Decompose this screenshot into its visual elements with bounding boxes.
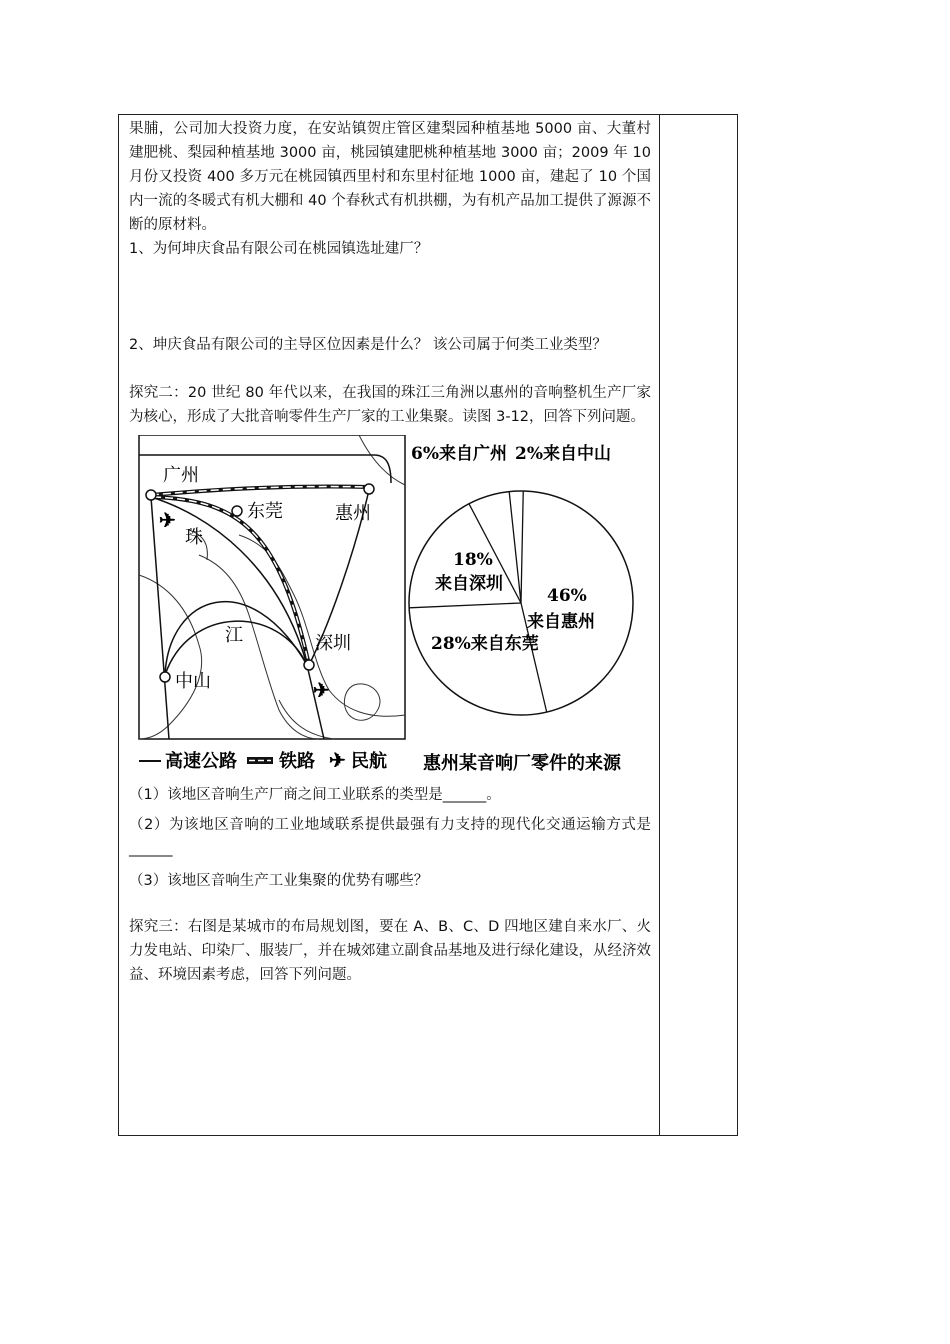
label-huizhou: 惠州	[335, 503, 371, 524]
shenzhen-airport-icon: ✈	[313, 678, 330, 702]
label-river-zhu: 珠	[185, 527, 203, 548]
pie-label-guangzhou: 6%来自广州	[411, 444, 507, 464]
label-dongguan: 东莞	[247, 501, 283, 522]
map	[139, 435, 405, 739]
zhongshan-marker	[160, 672, 170, 682]
guangzhou-marker	[146, 490, 156, 500]
pie-chart	[409, 443, 633, 774]
figure-svg	[129, 435, 651, 781]
intro-paragraph: 果脯，公司加大投资力度，在安站镇贺庄管区建梨园种植基地 5000 亩、大董村建肥桃、梨园种植基地 3000 亩，桃园镇建肥桃种植基地 3000 亩；2009 年 10 月份又投资 400 多万元在桃园镇西里村和东里村征地 1000 亩，建起了 10 个国内一流的冬暖式有机大棚和 40 个春秋式有机拱棚，为有机产品加工提供了源源不断的原材料。	[129, 121, 651, 233]
pie-label-shenzhen-src: 来自深圳	[435, 574, 503, 594]
sub-question-1: （1）该地区音响生产厂商之间工业联系的类型是______。	[129, 787, 501, 803]
label-zhongshan: 中山	[175, 671, 211, 692]
answer-space-2	[129, 357, 651, 381]
explore-2-paragraph: 探究二：20 世纪 80 年代以来，在我国的珠江三角洲以惠州的音响整机生产厂家为核心，形成了大批音响零件生产厂家的工业集聚。读图 3-12，回答下列问题。	[129, 385, 651, 425]
answer-space-1	[129, 261, 651, 333]
label-shenzhen: 深圳	[315, 633, 351, 654]
map-legend	[139, 748, 387, 772]
dongguan-marker	[232, 506, 242, 516]
pie-label-shenzhen-pct: 18%	[453, 550, 493, 570]
answer-space-3	[129, 893, 651, 915]
pie-label-zhongshan: 2%来自中山	[515, 444, 611, 464]
explore-3-paragraph: 探究三：右图是某城市的布局规划图，要在 A、B、C、D 四地区建自来水厂、火力发电站、印染厂、服装厂，并在城郊建立副食品基地及进行绿化建设，从经济效益、环境因素考虑，回答下列问题。	[129, 919, 651, 983]
pie-label-huizhou-pct: 46%	[547, 586, 587, 606]
question-1: 1、为何坤庆食品有限公司在桃园镇选址建厂？	[129, 241, 429, 257]
worksheet-table	[118, 114, 738, 1136]
pie-label-dongguan: 28%来自东莞	[431, 634, 539, 654]
question-2: 2、坤庆食品有限公司的主导区位因素是什么？ 该公司属于何类工业类型？	[129, 337, 607, 353]
pie-label-huizhou-src: 来自惠州	[527, 612, 595, 632]
content-cell	[129, 117, 651, 987]
huizhou-marker	[364, 484, 374, 494]
legend-highway-label: 高速公路	[165, 751, 237, 772]
figure-3-12	[129, 435, 651, 781]
sub-question-2: （2）为该地区音响的工业地域联系提供最强有力支持的现代化交通运输方式是______	[129, 817, 651, 857]
shenzhen-marker	[304, 660, 314, 670]
sub-question-3: （3）该地区音响生产工业集聚的优势有哪些？	[129, 873, 429, 889]
pie-slices	[409, 491, 633, 715]
column-divider	[659, 115, 660, 1135]
label-river-jiang: 江	[225, 625, 243, 646]
legend-aviation-icon: ✈	[329, 748, 346, 772]
legend-aviation-label: 民航	[351, 751, 387, 772]
label-guangzhou: 广州	[163, 465, 199, 486]
legend-railway-label: 铁路	[279, 751, 315, 772]
pie-title: 惠州某音响厂零件的来源	[423, 753, 621, 774]
guangzhou-airport-icon: ✈	[159, 508, 176, 532]
